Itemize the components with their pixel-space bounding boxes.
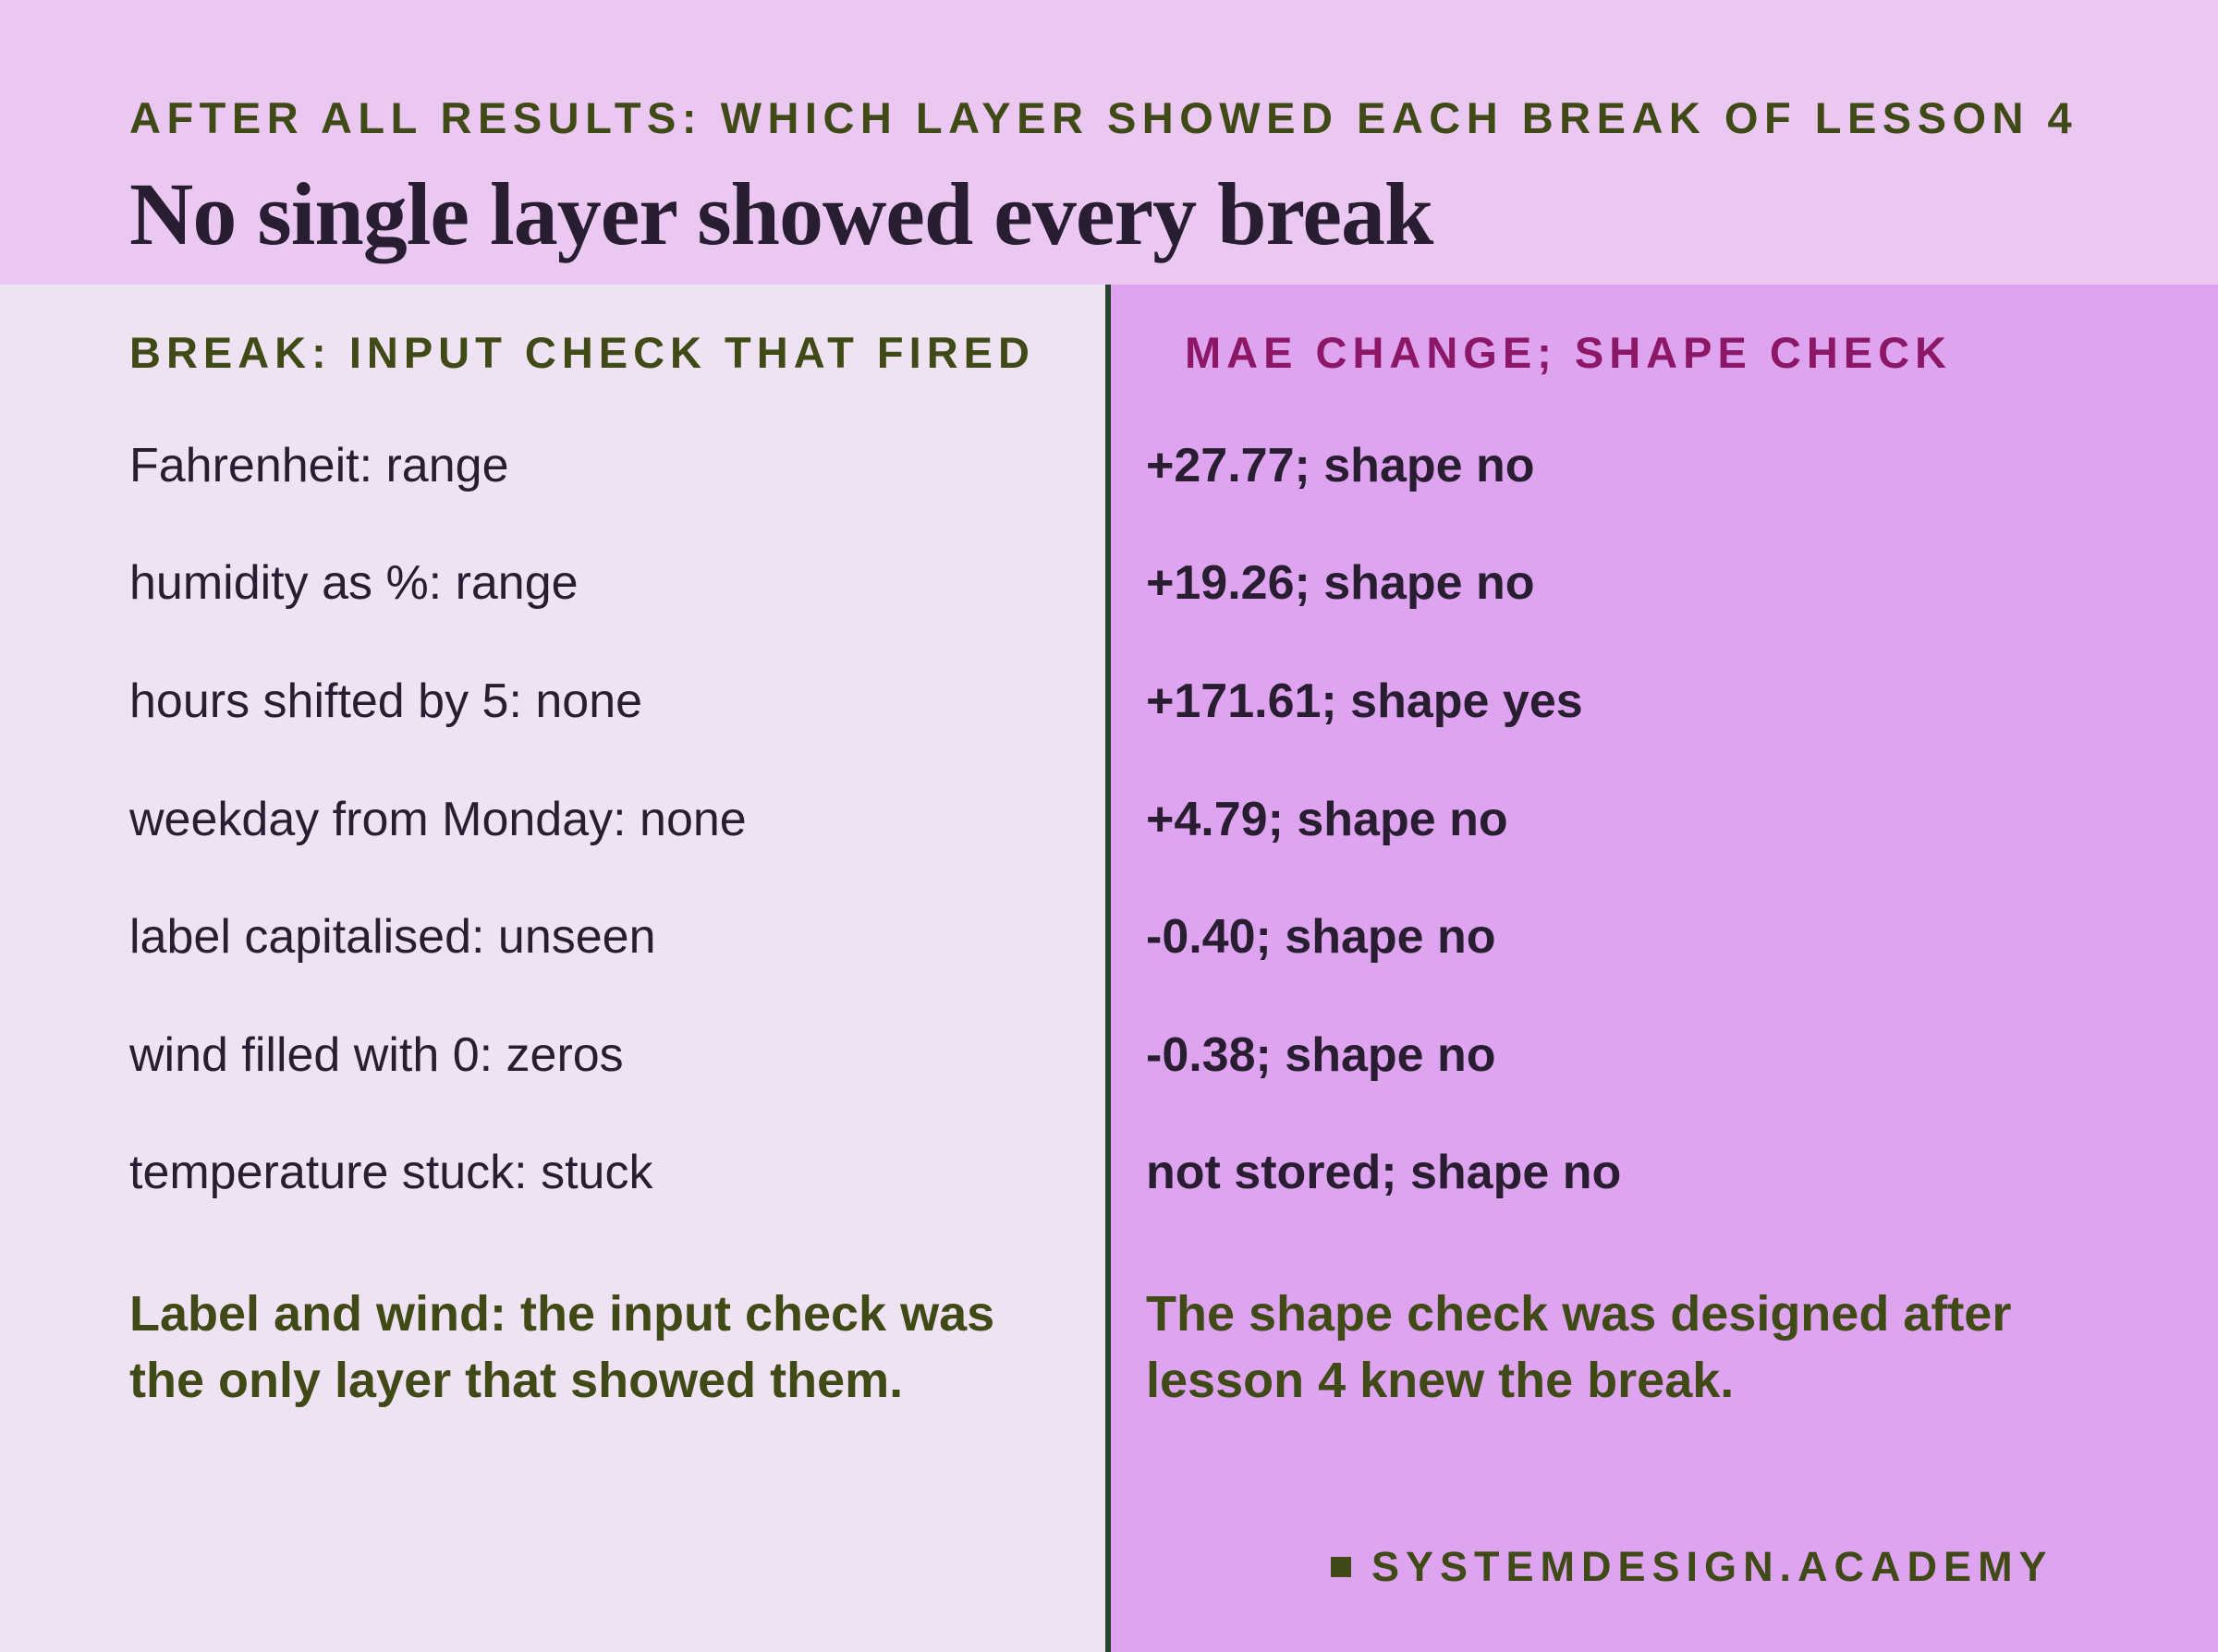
- right-column-heading: MAE CHANGE; SHAPE CHECK: [1185, 328, 1952, 377]
- row-result-value: not stored; shape no: [1146, 1146, 1622, 1199]
- row-result-value: -0.40; shape no: [1146, 910, 1496, 964]
- left-column-heading: BREAK: INPUT CHECK THAT FIRED: [129, 328, 1035, 377]
- row-result-value: +27.77; shape no: [1146, 439, 1535, 492]
- right-note: The shape check was designed after lesson 4 knew the break.: [1146, 1286, 2012, 1408]
- page-title: No single layer showed every break: [129, 164, 1433, 263]
- kicker: AFTER ALL RESULTS: WHICH LAYER SHOWED EACH BREAK OF LESSON 4: [129, 93, 2078, 142]
- row-break-label: label capitalised: unseen: [129, 910, 656, 964]
- brand-text: SYSTEMDESIGN.ACADEMY: [1371, 1543, 2053, 1590]
- row-break-label: humidity as %: range: [129, 556, 579, 610]
- row-result-value: +4.79; shape no: [1146, 793, 1508, 846]
- row-break-label: temperature stuck: stuck: [129, 1146, 653, 1199]
- row-break-label: wind filled with 0: zeros: [129, 1028, 624, 1082]
- brand-mark: [1331, 1543, 2053, 1591]
- square-icon: [1331, 1557, 1351, 1577]
- left-note: Label and wind: the input check was the only layer that showed them.: [129, 1286, 995, 1408]
- row-break-label: weekday from Monday: none: [129, 793, 747, 846]
- row-break-label: Fahrenheit: range: [129, 439, 509, 492]
- row-result-value: +19.26; shape no: [1146, 556, 1535, 610]
- header-band: [0, 0, 2218, 285]
- row-break-label: hours shifted by 5: none: [129, 674, 643, 728]
- row-result-value: -0.38; shape no: [1146, 1028, 1496, 1082]
- row-result-value: +171.61; shape yes: [1146, 674, 1583, 728]
